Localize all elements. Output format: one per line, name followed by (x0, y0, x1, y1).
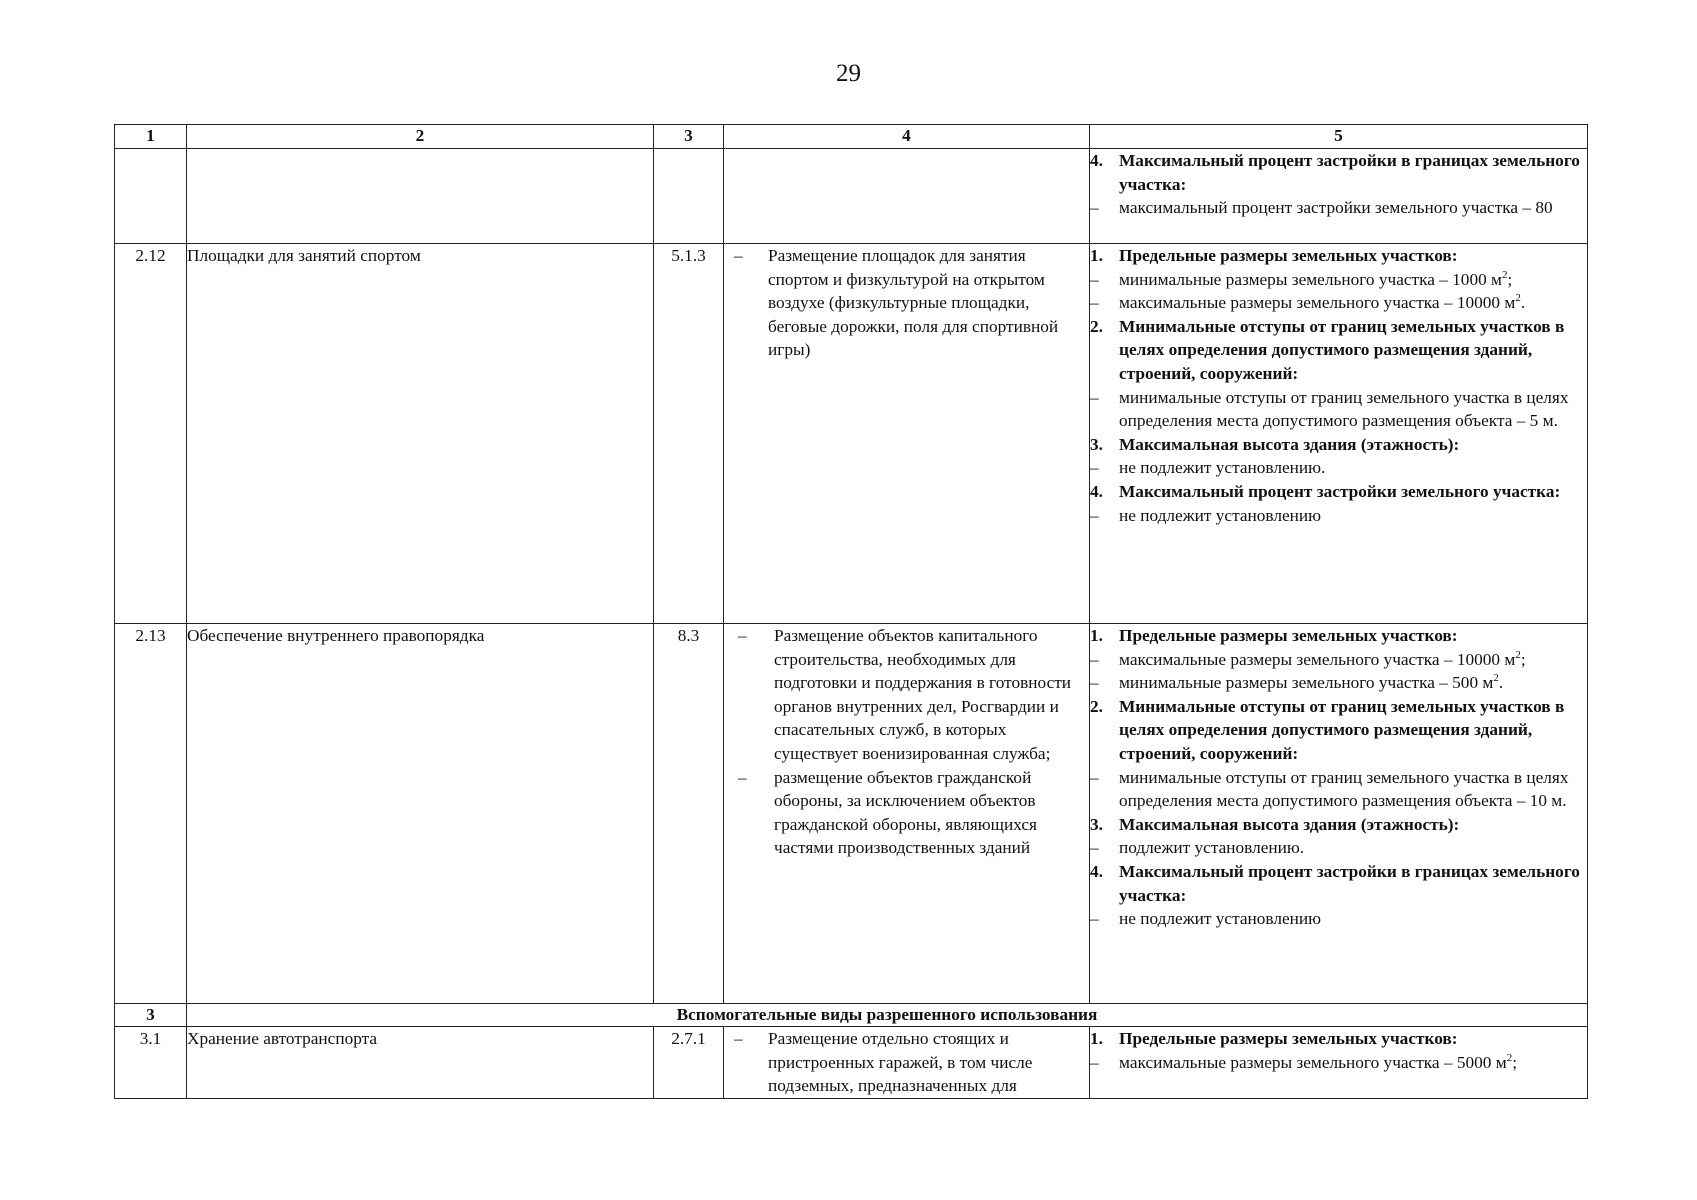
list-marker: – (738, 626, 747, 645)
list-marker: – (1090, 673, 1099, 693)
use-name: Площадки для занятий спортом (187, 244, 654, 624)
superscript: 2 (1493, 672, 1499, 685)
punctuation: ; (1520, 649, 1526, 669)
list-marker: 2. (1090, 696, 1103, 716)
params-list (1090, 624, 1587, 931)
list-text: Максимальный процент застройки в границах земельного участка: (1119, 861, 1580, 905)
list-item (1090, 860, 1587, 907)
list-text: Максимальный процент застройки в границах земельного участка: (1119, 151, 1580, 194)
use-name: Хранение автотранспорта (187, 1027, 654, 1099)
page-number: 29 (836, 60, 861, 87)
list-item (1090, 766, 1587, 813)
params-cell (1090, 149, 1588, 244)
list-marker: – (1090, 269, 1099, 289)
list-marker: – (734, 1029, 743, 1048)
list-text: не подлежит установлению (1119, 505, 1322, 525)
column-header-4: 4 (724, 125, 1090, 149)
list-item (1090, 1027, 1587, 1051)
empty-cell (654, 149, 724, 244)
list-text: максимальный процент застройки земельного участка – 80 (1119, 198, 1553, 218)
column-header-1: 1 (115, 125, 187, 149)
list-text: минимальные отступы от границ земельного участка в целях определения места допустимого размещения объекта – 10 м. (1119, 767, 1569, 811)
table-row-3-1 (115, 1027, 1588, 1099)
section-title: Вспомогательные виды разрешенного использования (187, 1004, 1588, 1027)
table-row-2-12 (115, 244, 1588, 624)
empty-cell (724, 149, 1090, 244)
list-item (1090, 695, 1587, 766)
list-text: подлежит установлению. (1119, 838, 1305, 858)
use-description (724, 624, 1090, 1004)
column-header-2: 2 (187, 125, 654, 149)
list-item (1090, 813, 1587, 837)
params-list (1090, 244, 1587, 527)
table-row-2-13 (115, 624, 1588, 1004)
list-marker: – (1090, 649, 1099, 669)
use-code: 8.3 (654, 624, 724, 1004)
superscript: 2 (1515, 648, 1521, 661)
description-list (724, 1027, 1089, 1098)
use-name: Обеспечение внутреннего правопорядка (187, 624, 654, 1004)
section-row-3 (115, 1004, 1588, 1027)
punctuation: . (1498, 673, 1504, 693)
table-row-continuation (115, 149, 1588, 244)
list-text: Предельные размеры земельных участков: (1119, 246, 1458, 265)
list-text: Размещение отдельно стоящих и пристроенных гаражей, в том числе подземных, предназначенных для (768, 1029, 1033, 1096)
list-item (1090, 624, 1587, 648)
list-marker: – (738, 767, 747, 787)
list-text: Размещение площадок для занятия спортом и физкультурой на открытом воздухе (физкультурные площадки, беговые дорожки, поля для спортивной игры) (768, 246, 1059, 360)
list-item (724, 244, 1089, 362)
row-number: 3.1 (115, 1027, 187, 1099)
list-marker: – (1090, 767, 1099, 787)
list-text: размещение объектов гражданской обороны, за исключением объектов гражданской обороны, являющихся частями производственных зданий (774, 767, 1037, 858)
list-marker: – (1090, 909, 1099, 929)
empty-cell (115, 149, 187, 244)
list-item (1090, 244, 1587, 268)
use-description (724, 1027, 1090, 1099)
list-item (1090, 149, 1587, 196)
list-item (1090, 504, 1587, 528)
list-item (1090, 907, 1587, 931)
use-code: 5.1.3 (654, 244, 724, 624)
list-marker: 2. (1090, 316, 1103, 336)
list-text: Минимальные отступы от границ земельных участков в целях определения допустимого размещения зданий, строений, сооружений: (1119, 696, 1565, 763)
list-text: максимальные размеры земельного участка – 5000 $м^2$; (1119, 1051, 1517, 1072)
list-text: Максимальная высота здания (этажность): (1119, 434, 1460, 454)
list-marker: 1. (1090, 1029, 1103, 1048)
list-text: максимальные размеры земельного участка – 10000 $м^2$; (1119, 648, 1526, 669)
list-marker: – (1090, 293, 1099, 313)
permitted-use-table (114, 124, 1588, 1099)
list-marker: 3. (1090, 814, 1103, 834)
list-marker: – (1090, 505, 1099, 525)
list-item (724, 766, 1089, 860)
list-marker: 4. (1090, 481, 1103, 501)
list-marker: 1. (1090, 246, 1103, 265)
list-marker: 3. (1090, 434, 1103, 454)
list-item (1090, 433, 1587, 457)
use-description (724, 244, 1090, 624)
list-text: Минимальные отступы от границ земельных участков в целях определения допустимого размещения зданий, строений, сооружений: (1119, 316, 1565, 383)
list-text: не подлежит установлению. (1119, 458, 1326, 478)
params-cell (1090, 1027, 1588, 1099)
use-code: 2.7.1 (654, 1027, 724, 1099)
punctuation: . (1520, 293, 1526, 313)
list-marker: – (1090, 458, 1099, 478)
params-list (1090, 149, 1587, 220)
list-marker: 1. (1090, 626, 1103, 645)
description-list (724, 244, 1089, 362)
superscript: 2 (1506, 1051, 1513, 1064)
list-marker: – (1090, 1052, 1099, 1072)
list-item (1090, 1051, 1587, 1075)
list-marker: – (1090, 387, 1099, 407)
list-item (1090, 315, 1587, 386)
list-item (1090, 268, 1587, 292)
list-item (1090, 671, 1587, 695)
row-number: 2.13 (115, 624, 187, 1004)
list-text: не подлежит установлению (1119, 909, 1322, 929)
superscript: 2 (1502, 268, 1508, 281)
list-item (1090, 386, 1587, 433)
list-item (724, 624, 1089, 766)
list-text: Предельные размеры земельных участков: (1119, 1029, 1458, 1048)
list-item (1090, 648, 1587, 672)
list-text: минимальные размеры земельного участка – 500 $м^2$. (1119, 672, 1504, 693)
superscript: 2 (1515, 292, 1521, 305)
list-item (724, 1027, 1089, 1098)
empty-cell (187, 149, 654, 244)
list-item (1090, 836, 1587, 860)
table-header-row (115, 125, 1588, 149)
list-text: минимальные отступы от границ земельного участка в целях определения места допустимого размещения объекта – 5 м. (1119, 387, 1569, 431)
list-text: максимальные размеры земельного участка – 10000 $м^2$. (1119, 292, 1526, 313)
list-item (1090, 456, 1587, 480)
list-marker: – (1090, 838, 1099, 858)
list-marker: – (1090, 198, 1099, 218)
row-number: 2.12 (115, 244, 187, 624)
list-text: Максимальная высота здания (этажность): (1119, 814, 1460, 834)
params-cell (1090, 624, 1588, 1004)
list-item (1090, 196, 1587, 220)
list-text: Максимальный процент застройки земельного участка: (1119, 481, 1561, 501)
section-number: 3 (115, 1004, 187, 1027)
list-text: Предельные размеры земельных участков: (1119, 626, 1458, 645)
punctuation: ; (1507, 269, 1513, 289)
column-header-5: 5 (1090, 125, 1588, 149)
params-list (1090, 1027, 1587, 1074)
params-cell (1090, 244, 1588, 624)
list-item (1090, 480, 1587, 504)
list-item (1090, 291, 1587, 315)
column-header-3: 3 (654, 125, 724, 149)
list-marker: 4. (1090, 861, 1103, 881)
list-text: минимальные размеры земельного участка – 1000 $м^2$; (1119, 268, 1513, 289)
list-marker: 4. (1090, 151, 1103, 170)
description-list (724, 624, 1089, 860)
list-marker: – (734, 246, 743, 265)
list-text: Размещение объектов капитального строительства, необходимых для подготовки и поддержания в готовности органов внутренних дел, Росгвардии и спасательных служб, в которых существует военизированная служба; (774, 626, 1072, 763)
punctuation: ; (1512, 1052, 1517, 1072)
